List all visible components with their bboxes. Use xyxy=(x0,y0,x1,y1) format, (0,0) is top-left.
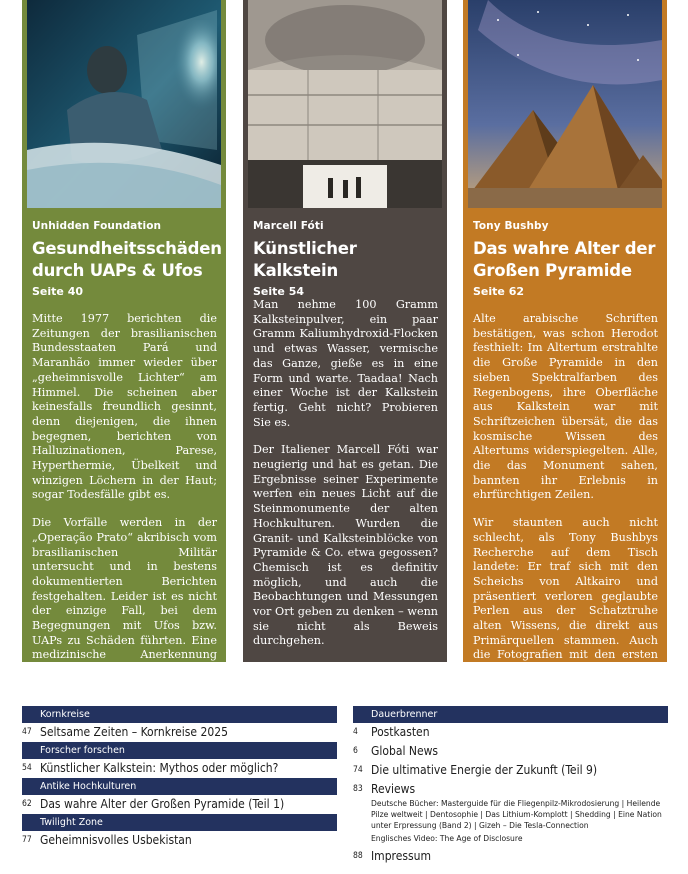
toc-page-number: 88 xyxy=(353,851,363,861)
toc-page-number: 83 xyxy=(353,784,363,794)
article-title[interactable] xyxy=(473,238,661,282)
toc-entry-title: Künstlicher Kalkstein: Mythos oder möglich? xyxy=(40,761,279,775)
article-photo-pyramids xyxy=(468,0,662,208)
article-paragraph: Ist damit ein oft beschworenes Rätsel der Vergangenheit gelöst? xyxy=(253,662,438,705)
article-paragraph: Mitte 1977 berichten die Zeitungen der brasilianischen Bundesstaaten Pará und Maranhão immer wieder über „geheimnisvolle Lichter“ am Himmel. Die scheinen aber keinesfalls freundlich gesinnt, denn diejenigen, die ihnen begegnen, berichten von Halluzinationen, Parese, Hyperthermie, Übelkeit und winzigen Löchern in der Haut; sogar Todesfälle gibt es. xyxy=(32,312,217,502)
toc-entry[interactable] xyxy=(353,847,668,866)
article-photo-stone-hall xyxy=(248,0,442,208)
article-title-line: Großen Pyramide xyxy=(473,261,632,280)
article-column-kalkstein xyxy=(243,0,447,705)
article-meta xyxy=(473,220,661,298)
toc-entry-title: Das wahre Alter der Großen Pyramide (Teil 1) xyxy=(40,797,285,811)
toc-entry-title: Global News xyxy=(371,744,439,758)
article-paragraph: Die Vorfälle werden in der „Operação Prato“ akribisch vom brasilianischen Militär untersucht und in bestens dokumentierten Berichten festgehalten. Leider ist es nicht der einzige Fall, bei dem Begegnungen mit Ufos bzw. UAPs zu Schäden führten. Eine medizinische Anerkennung bleibt jedoch bis heute aus. xyxy=(32,516,217,677)
toc-entry[interactable] xyxy=(22,723,337,742)
article-title-line: Gesundheitsschäden xyxy=(32,239,222,258)
toc-page-number: 47 xyxy=(22,727,32,737)
toc-page-number: 77 xyxy=(22,835,32,845)
article-body xyxy=(473,312,658,720)
article-page-ref: Seite 54 xyxy=(253,285,305,298)
toc-entry-title: Geheimnisvolles Usbekistan xyxy=(40,833,192,847)
article-page-ref: Seite 40 xyxy=(32,285,84,298)
toc-right xyxy=(353,706,668,866)
toc-entry[interactable] xyxy=(22,759,337,778)
toc-section-header: Dauerbrenner xyxy=(353,706,668,723)
toc-entry[interactable] xyxy=(353,723,668,742)
toc-entry-title: Seltsame Zeiten – Kornkreise 2025 xyxy=(40,725,228,739)
article-title[interactable] xyxy=(253,238,441,282)
toc-review-books: Deutsche Bücher: Masterguide für die Fliegenpilz-Mikrodosierung | Heilende Pilze weltweit | Dentosophie | Das Lithium-Komplott | Shedding | Eine Nation unter Erpressung (Band 2) | Gizeh – Die Tesla-Connection xyxy=(371,799,662,830)
toc-page-number: 4 xyxy=(353,727,358,737)
toc-entry[interactable] xyxy=(22,795,337,814)
toc-section-header: Antike Hochkulturen xyxy=(22,778,337,795)
article-title-line: Das wahre Alter der xyxy=(473,239,656,258)
article-title-line: durch UAPs & Ufos xyxy=(32,261,203,280)
toc-entry[interactable] xyxy=(353,761,668,780)
toc-review-video: Englisches Video: The Age of Disclosure xyxy=(371,834,523,843)
toc-page-number: 62 xyxy=(22,799,32,809)
article-paragraph: Der Italiener Marcell Fóti war neugierig und hat es getan. Die Ergebnisse seiner Experimente werfen ein neues Licht auf die Steinmonumente der alten Hochkulturen. Wurden die Granit- und Kalksteinblöcke von Pyramide & Co. etwa gegossen? Chemisch ist es definitiv möglich, und auch die Beobachtungen und Messungen vor Ort geben zu denken – wenn sie nicht als Beweis durchgehen. xyxy=(253,443,438,648)
toc-entry-title: Postkasten xyxy=(371,725,430,739)
article-body xyxy=(32,312,217,691)
article-meta xyxy=(253,220,441,298)
article-title-line: Künstlicher Kalkstein xyxy=(253,239,357,280)
toc-section-header: Forscher forschen xyxy=(22,742,337,759)
article-author: Unhidden Foundation xyxy=(32,220,162,232)
article-title[interactable] xyxy=(32,238,220,282)
toc-page-number: 6 xyxy=(353,746,358,756)
article-meta xyxy=(32,220,220,298)
toc-section-header: Kornkreise xyxy=(22,706,337,723)
toc-entry-title: Die ultimative Energie der Zukunft (Teil 9) xyxy=(371,763,598,777)
toc-entry-title: Reviews xyxy=(371,782,416,796)
toc-section-header: Twilight Zone xyxy=(22,814,337,831)
article-author: Tony Bushby xyxy=(473,220,549,232)
toc-left xyxy=(22,706,337,850)
article-photo-man-light xyxy=(27,0,221,208)
toc-entry[interactable] xyxy=(22,831,337,850)
article-author: Marcell Fóti xyxy=(253,220,324,232)
article-column-uaps xyxy=(22,0,226,677)
article-paragraph: Alte arabische Schriften bestätigen, was schon Herodot festhielt: Im Altertum erstrahlte die Große Pyramide in den sieben Spektralfarben des Regenbogens, ihre Oberfläche aus Kalkstein war mit Schriftzeichen übersät, die das kosmische Wissen des Altertums widerspiegelten. Alle, die das Monument sahen, bannten ihr Erlebnis in ehrfürchtigen Zeilen. xyxy=(473,312,658,502)
toc-entry[interactable] xyxy=(353,742,668,761)
article-page-ref: Seite 62 xyxy=(473,285,525,298)
article-paragraph: Wir staunten auch nicht schlecht, als Tony Bushbys Recherche auf dem Tisch landete: Er traf sich mit den Scheichs von Altkairo und präsentiert verloren geglaubte Perlen aus der Schatztruhe alten Wissens, die direkt aus Primärquellen stammen. Auch die Fotografien mit den ersten verfügbaren Kameras zeigen Dinge, die es offiziell gar nicht gibt. xyxy=(473,516,658,706)
toc-entry[interactable] xyxy=(353,780,668,799)
toc-page-number: 74 xyxy=(353,765,363,775)
article-paragraph: Man nehme 100 Gramm Kalksteinpulver, ein paar Gramm Kaliumhydroxid-Flocken und etwas Wasser, vermische das Ganze, gieße es in eine Form und warte. Taadaa! Nach einer Woche ist der Kalkstein fertig. Geht nicht? Probieren Sie es. xyxy=(253,298,438,429)
article-column-pyramide xyxy=(463,0,667,706)
toc-page-number: 54 xyxy=(22,763,32,773)
toc-entry-title: Impressum xyxy=(371,849,431,863)
article-body xyxy=(253,298,438,719)
